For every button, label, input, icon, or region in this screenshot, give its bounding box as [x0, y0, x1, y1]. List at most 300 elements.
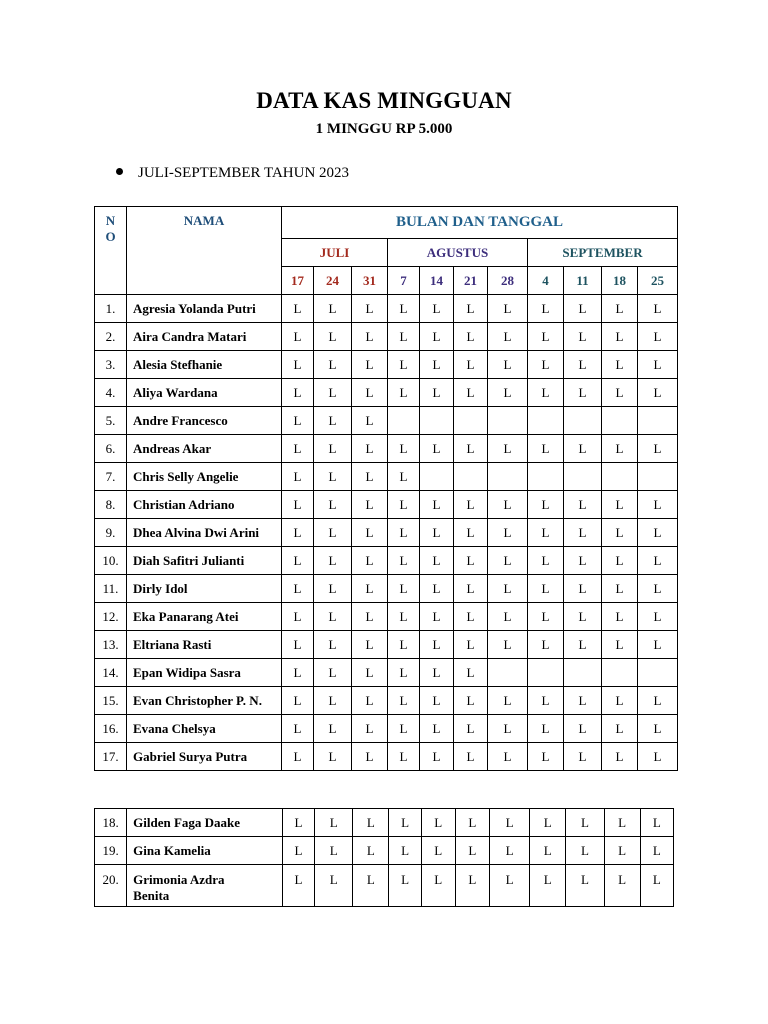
- table-row: [95, 743, 678, 771]
- payment-mark: L: [564, 687, 602, 715]
- payment-mark: L: [488, 323, 528, 351]
- payment-mark: L: [488, 575, 528, 603]
- payment-mark: L: [489, 837, 529, 865]
- payment-mark: L: [314, 351, 352, 379]
- student-name: Alesia Stefhanie: [127, 351, 282, 379]
- payment-mark: L: [638, 715, 678, 743]
- row-number: 11.: [95, 575, 127, 603]
- payment-mark: L: [564, 743, 602, 771]
- payment-mark: L: [528, 435, 564, 463]
- payment-mark: L: [421, 837, 455, 865]
- payment-mark: L: [352, 463, 388, 491]
- student-name: Andre Francesco: [127, 407, 282, 435]
- student-name: Dirly Idol: [127, 575, 282, 603]
- payment-mark: L: [282, 351, 314, 379]
- payment-mark: L: [314, 547, 352, 575]
- payment-mark: L: [353, 809, 389, 837]
- payment-mark: L: [528, 743, 564, 771]
- payment-mark: L: [420, 687, 454, 715]
- payment-mark: L: [314, 295, 352, 323]
- payment-mark: L: [352, 715, 388, 743]
- payment-mark: L: [528, 351, 564, 379]
- cash-table-continued: [94, 808, 674, 907]
- row-number: 1.: [95, 295, 127, 323]
- student-name: Grimonia Azdra Benita: [127, 865, 283, 907]
- table-row: [95, 463, 678, 491]
- payment-mark: L: [314, 519, 352, 547]
- payment-mark: L: [282, 865, 314, 907]
- student-name: Christian Adriano: [127, 491, 282, 519]
- payment-mark: L: [282, 491, 314, 519]
- table-row: [95, 715, 678, 743]
- payment-mark: L: [352, 519, 388, 547]
- payment-mark: L: [282, 407, 314, 435]
- payment-mark: L: [564, 575, 602, 603]
- row-number: 14.: [95, 659, 127, 687]
- payment-mark: L: [602, 743, 638, 771]
- payment-mark: L: [602, 491, 638, 519]
- payment-mark: L: [282, 603, 314, 631]
- payment-mark: L: [454, 491, 488, 519]
- payment-mark: L: [528, 491, 564, 519]
- row-number: 3.: [95, 351, 127, 379]
- payment-mark: L: [528, 631, 564, 659]
- payment-mark: L: [314, 491, 352, 519]
- payment-mark: L: [638, 323, 678, 351]
- payment-mark: [528, 463, 564, 491]
- payment-mark: L: [282, 547, 314, 575]
- payment-mark: L: [388, 323, 420, 351]
- payment-mark: L: [638, 379, 678, 407]
- payment-mark: L: [352, 547, 388, 575]
- payment-mark: L: [566, 865, 604, 907]
- payment-mark: L: [420, 631, 454, 659]
- table-row: [95, 379, 678, 407]
- student-name: Eltriana Rasti: [127, 631, 282, 659]
- table-row: [95, 519, 678, 547]
- payment-mark: L: [314, 575, 352, 603]
- day-header: 18: [602, 267, 638, 295]
- payment-mark: L: [420, 435, 454, 463]
- payment-mark: L: [530, 837, 566, 865]
- student-name: Eka Panarang Atei: [127, 603, 282, 631]
- payment-mark: [420, 463, 454, 491]
- day-header: 14: [420, 267, 454, 295]
- period-text: JULI-SEPTEMBER TAHUN 2023: [138, 165, 350, 181]
- day-header: 25: [638, 267, 678, 295]
- payment-mark: L: [564, 547, 602, 575]
- cash-table: [94, 206, 678, 771]
- student-name: Aira Candra Matari: [127, 323, 282, 351]
- payment-mark: L: [314, 631, 352, 659]
- payment-mark: L: [282, 435, 314, 463]
- payment-mark: L: [454, 631, 488, 659]
- payment-mark: L: [602, 575, 638, 603]
- table-row: [95, 687, 678, 715]
- row-number: 20.: [95, 865, 127, 907]
- header-bulan-tanggal: BULAN DAN TANGGAL: [282, 207, 678, 239]
- payment-mark: L: [352, 491, 388, 519]
- payment-mark: L: [602, 631, 638, 659]
- payment-mark: L: [604, 809, 640, 837]
- payment-mark: L: [488, 351, 528, 379]
- row-number: 6.: [95, 435, 127, 463]
- payment-mark: L: [388, 575, 420, 603]
- payment-mark: L: [564, 603, 602, 631]
- payment-mark: L: [352, 659, 388, 687]
- day-header: 31: [352, 267, 388, 295]
- payment-mark: L: [282, 519, 314, 547]
- payment-mark: L: [640, 865, 673, 907]
- payment-mark: L: [566, 809, 604, 837]
- payment-mark: L: [315, 809, 353, 837]
- payment-mark: L: [638, 687, 678, 715]
- payment-mark: L: [352, 631, 388, 659]
- payment-mark: L: [454, 435, 488, 463]
- payment-mark: L: [528, 715, 564, 743]
- payment-mark: [564, 659, 602, 687]
- payment-mark: L: [638, 743, 678, 771]
- table-row: [95, 351, 678, 379]
- payment-mark: L: [454, 603, 488, 631]
- day-header: 17: [282, 267, 314, 295]
- payment-mark: L: [388, 687, 420, 715]
- payment-mark: L: [602, 715, 638, 743]
- payment-mark: L: [454, 547, 488, 575]
- payment-mark: L: [489, 809, 529, 837]
- payment-mark: L: [564, 715, 602, 743]
- payment-mark: L: [638, 631, 678, 659]
- payment-mark: L: [566, 837, 604, 865]
- row-number: 13.: [95, 631, 127, 659]
- day-header: 7: [388, 267, 420, 295]
- payment-mark: L: [388, 715, 420, 743]
- row-number: 17.: [95, 743, 127, 771]
- payment-mark: L: [564, 323, 602, 351]
- payment-mark: L: [282, 809, 314, 837]
- student-name: Agresia Yolanda Putri: [127, 295, 282, 323]
- payment-mark: L: [488, 547, 528, 575]
- student-name: Dhea Alvina Dwi Arini: [127, 519, 282, 547]
- payment-mark: L: [602, 295, 638, 323]
- payment-mark: L: [282, 687, 314, 715]
- payment-mark: L: [282, 631, 314, 659]
- payment-mark: L: [528, 519, 564, 547]
- payment-mark: L: [388, 491, 420, 519]
- table-row: [95, 435, 678, 463]
- payment-mark: L: [352, 295, 388, 323]
- payment-mark: L: [352, 323, 388, 351]
- payment-mark: L: [314, 715, 352, 743]
- payment-mark: L: [282, 659, 314, 687]
- payment-mark: L: [640, 809, 673, 837]
- payment-mark: L: [528, 295, 564, 323]
- payment-mark: L: [454, 715, 488, 743]
- row-number: 7.: [95, 463, 127, 491]
- payment-mark: L: [388, 435, 420, 463]
- table-row: [95, 407, 678, 435]
- student-name: Evan Christopher P. N.: [127, 687, 282, 715]
- payment-mark: L: [602, 519, 638, 547]
- payment-mark: L: [564, 435, 602, 463]
- payment-mark: L: [282, 575, 314, 603]
- table-row: [95, 547, 678, 575]
- payment-mark: L: [388, 603, 420, 631]
- payment-mark: L: [421, 865, 455, 907]
- payment-mark: L: [602, 351, 638, 379]
- payment-mark: L: [454, 379, 488, 407]
- table-row: [95, 491, 678, 519]
- payment-mark: L: [314, 323, 352, 351]
- payment-mark: L: [638, 575, 678, 603]
- payment-mark: L: [564, 351, 602, 379]
- payment-mark: [602, 407, 638, 435]
- month-header: AGUSTUS: [388, 239, 528, 267]
- day-header: 11: [564, 267, 602, 295]
- payment-mark: L: [314, 407, 352, 435]
- student-name: Chris Selly Angelie: [127, 463, 282, 491]
- payment-mark: L: [638, 491, 678, 519]
- payment-mark: L: [528, 547, 564, 575]
- row-number: 16.: [95, 715, 127, 743]
- payment-mark: L: [420, 519, 454, 547]
- table-row: [95, 323, 678, 351]
- payment-mark: L: [388, 743, 420, 771]
- payment-mark: [638, 659, 678, 687]
- table-row: [95, 603, 678, 631]
- payment-mark: L: [420, 659, 454, 687]
- student-name: Epan Widipa Sasra: [127, 659, 282, 687]
- payment-mark: [488, 463, 528, 491]
- payment-mark: L: [455, 865, 489, 907]
- payment-mark: L: [420, 715, 454, 743]
- payment-mark: L: [388, 379, 420, 407]
- payment-mark: L: [530, 865, 566, 907]
- payment-mark: L: [353, 865, 389, 907]
- payment-mark: L: [420, 295, 454, 323]
- payment-mark: L: [488, 743, 528, 771]
- payment-mark: L: [388, 463, 420, 491]
- payment-mark: [602, 659, 638, 687]
- payment-mark: [488, 659, 528, 687]
- student-name: Gabriel Surya Putra: [127, 743, 282, 771]
- payment-mark: L: [454, 575, 488, 603]
- row-number: 8.: [95, 491, 127, 519]
- document-title: DATA KAS MINGGUAN: [256, 88, 512, 113]
- header-nama: NAMA: [127, 207, 282, 295]
- payment-mark: L: [488, 687, 528, 715]
- row-number: 4.: [95, 379, 127, 407]
- student-name: Gina Kamelia: [127, 837, 283, 865]
- row-number: 10.: [95, 547, 127, 575]
- row-number: 18.: [95, 809, 127, 837]
- payment-mark: L: [282, 837, 314, 865]
- table-row: [95, 865, 674, 907]
- payment-mark: L: [282, 323, 314, 351]
- payment-mark: L: [638, 547, 678, 575]
- payment-mark: L: [389, 865, 421, 907]
- student-name: Aliya Wardana: [127, 379, 282, 407]
- payment-mark: L: [488, 631, 528, 659]
- student-name: Andreas Akar: [127, 435, 282, 463]
- payment-mark: L: [315, 865, 353, 907]
- payment-mark: L: [282, 715, 314, 743]
- row-number: 15.: [95, 687, 127, 715]
- payment-mark: L: [420, 603, 454, 631]
- day-header: 21: [454, 267, 488, 295]
- payment-mark: L: [564, 295, 602, 323]
- payment-mark: L: [602, 323, 638, 351]
- payment-mark: [454, 463, 488, 491]
- payment-mark: L: [455, 809, 489, 837]
- payment-mark: L: [602, 379, 638, 407]
- student-name: Evana Chelsya: [127, 715, 282, 743]
- payment-mark: L: [420, 491, 454, 519]
- payment-mark: L: [420, 547, 454, 575]
- day-header: 4: [528, 267, 564, 295]
- payment-mark: L: [528, 603, 564, 631]
- month-header: SEPTEMBER: [528, 239, 678, 267]
- payment-mark: L: [602, 547, 638, 575]
- payment-mark: L: [604, 837, 640, 865]
- row-number: 9.: [95, 519, 127, 547]
- payment-mark: L: [388, 631, 420, 659]
- payment-mark: L: [638, 519, 678, 547]
- payment-mark: L: [564, 631, 602, 659]
- payment-mark: L: [454, 323, 488, 351]
- payment-mark: L: [602, 435, 638, 463]
- header-no: N O: [95, 207, 127, 295]
- payment-mark: [528, 659, 564, 687]
- payment-mark: L: [454, 295, 488, 323]
- payment-mark: L: [638, 435, 678, 463]
- payment-mark: L: [282, 743, 314, 771]
- payment-mark: L: [314, 743, 352, 771]
- payment-mark: L: [314, 603, 352, 631]
- payment-mark: L: [388, 295, 420, 323]
- payment-mark: L: [282, 463, 314, 491]
- payment-mark: L: [314, 659, 352, 687]
- row-number: 19.: [95, 837, 127, 865]
- day-header: 24: [314, 267, 352, 295]
- table-row: [95, 575, 678, 603]
- payment-mark: L: [488, 491, 528, 519]
- day-header: 28: [488, 267, 528, 295]
- payment-mark: L: [604, 865, 640, 907]
- row-number: 5.: [95, 407, 127, 435]
- payment-mark: L: [564, 379, 602, 407]
- payment-mark: L: [489, 865, 529, 907]
- payment-mark: L: [314, 463, 352, 491]
- payment-mark: L: [353, 837, 389, 865]
- payment-mark: L: [314, 687, 352, 715]
- payment-mark: L: [564, 491, 602, 519]
- payment-mark: L: [352, 687, 388, 715]
- payment-mark: L: [389, 809, 421, 837]
- payment-mark: L: [640, 837, 673, 865]
- payment-mark: L: [528, 379, 564, 407]
- payment-mark: L: [488, 519, 528, 547]
- payment-mark: L: [388, 659, 420, 687]
- payment-mark: [638, 407, 678, 435]
- payment-mark: L: [638, 603, 678, 631]
- payment-mark: L: [314, 435, 352, 463]
- payment-mark: [454, 407, 488, 435]
- payment-mark: L: [420, 575, 454, 603]
- payment-mark: L: [638, 295, 678, 323]
- payment-mark: L: [454, 687, 488, 715]
- payment-mark: L: [530, 809, 566, 837]
- table-row: [95, 809, 674, 837]
- table-row: [95, 659, 678, 687]
- table-row: [95, 837, 674, 865]
- row-number: 12.: [95, 603, 127, 631]
- payment-mark: L: [602, 687, 638, 715]
- payment-mark: L: [528, 575, 564, 603]
- payment-mark: L: [455, 837, 489, 865]
- payment-mark: L: [420, 351, 454, 379]
- payment-mark: L: [638, 351, 678, 379]
- payment-mark: [638, 463, 678, 491]
- payment-mark: L: [602, 603, 638, 631]
- payment-mark: [564, 407, 602, 435]
- row-number: 2.: [95, 323, 127, 351]
- payment-mark: L: [488, 379, 528, 407]
- payment-mark: L: [528, 323, 564, 351]
- payment-mark: L: [454, 659, 488, 687]
- student-name: Diah Safitri Julianti: [127, 547, 282, 575]
- payment-mark: L: [564, 519, 602, 547]
- payment-mark: L: [420, 379, 454, 407]
- payment-mark: L: [315, 837, 353, 865]
- payment-mark: L: [352, 603, 388, 631]
- payment-mark: L: [388, 519, 420, 547]
- period-bullet: [116, 165, 349, 182]
- payment-mark: L: [528, 687, 564, 715]
- payment-mark: L: [454, 351, 488, 379]
- payment-mark: L: [388, 547, 420, 575]
- payment-mark: [602, 463, 638, 491]
- payment-mark: L: [282, 379, 314, 407]
- payment-mark: L: [420, 743, 454, 771]
- document-subtitle: 1 MINGGU RP 5.000: [315, 121, 453, 137]
- payment-mark: L: [421, 809, 455, 837]
- payment-mark: L: [488, 435, 528, 463]
- payment-mark: L: [388, 351, 420, 379]
- payment-mark: [420, 407, 454, 435]
- payment-mark: L: [389, 837, 421, 865]
- payment-mark: [528, 407, 564, 435]
- payment-mark: L: [352, 407, 388, 435]
- payment-mark: L: [352, 435, 388, 463]
- payment-mark: L: [488, 603, 528, 631]
- payment-mark: L: [454, 519, 488, 547]
- payment-mark: L: [352, 743, 388, 771]
- payment-mark: L: [282, 295, 314, 323]
- payment-mark: L: [314, 379, 352, 407]
- month-header: JULI: [282, 239, 388, 267]
- payment-mark: L: [352, 351, 388, 379]
- payment-mark: L: [352, 575, 388, 603]
- payment-mark: L: [420, 323, 454, 351]
- payment-mark: L: [488, 715, 528, 743]
- payment-mark: L: [352, 379, 388, 407]
- payment-mark: L: [488, 295, 528, 323]
- payment-mark: [388, 407, 420, 435]
- bullet-dot-icon: [116, 168, 123, 175]
- payment-mark: [564, 463, 602, 491]
- student-name: Gilden Faga Daake: [127, 809, 283, 837]
